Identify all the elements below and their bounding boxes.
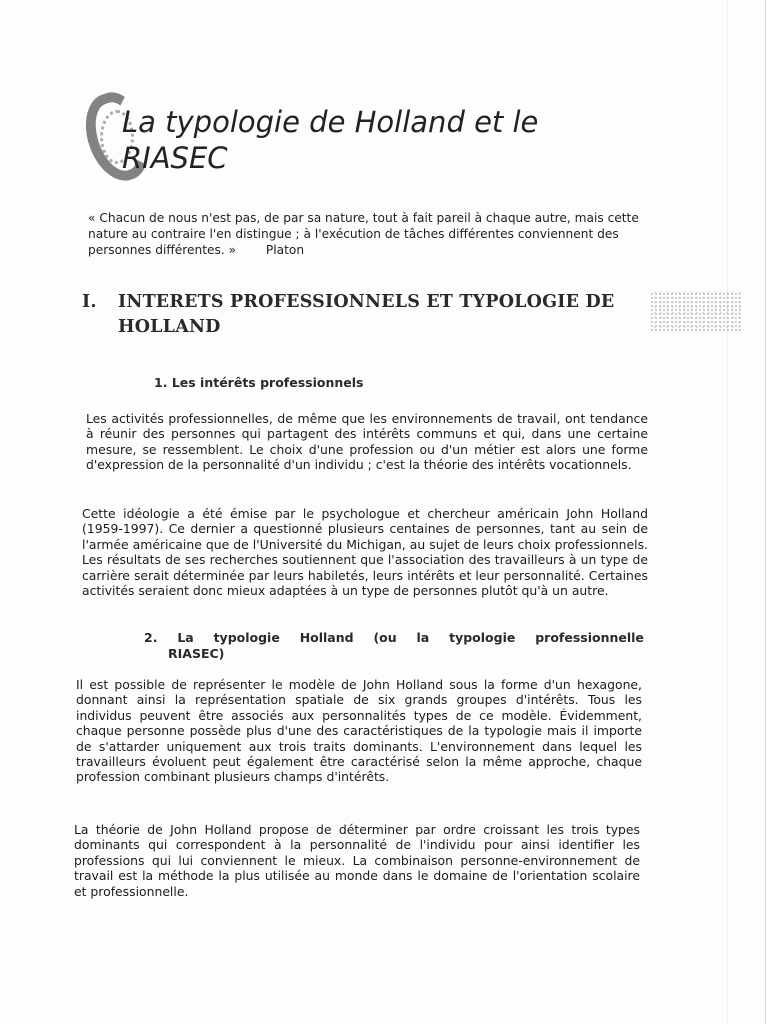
paragraph-2: Cette idéologie a été émise par le psychologue et chercheur américain John Holland (1959-1997). Ce dernier a questionné plusieurs centaines de personnes, tant au sein de l'armée américaine que de l'Université du Michigan, au sujet de leurs choix professionnels. Les résultats de ses recherches soutiennent que l'association des travailleurs à un type de carrière serait déterminée par leurs habiletés, leurs intérêts et leur personnalité. Certaines activités seraient donc mieux adaptées à un type de personnes plutôt qu'à un autre. [82,506,648,599]
title-word: (ou [373,630,397,645]
subsection-title-line1 [144,630,644,646]
section-title-line1: INTERETS PROFESSIONNELS ET TYPOLOGIE DE [118,292,615,312]
title-word: la [416,630,430,645]
subsection-number: 2. [144,630,158,645]
title-word: typologie [449,630,516,645]
subsection-heading-1 [154,375,363,391]
subsection-number: 1. [154,375,168,390]
paragraph-4: La théorie de John Holland propose de déterminer par ordre croissant les trois types dominants qui correspondent à la personnalité de l'individu pour ainsi identifier les professions qui lui conviennent le mieux. La combinaison personne-environnement de travail est la méthode la plus utilisée au monde dans le domaine de l'orientation scolaire et professionnelle. [74,822,640,899]
quote-author: Platon [265,243,305,257]
subsection-heading-2 [144,630,644,662]
paragraph-3: Il est possible de représenter le modèle de John Holland sous la forme d'un hexagone, donnant ainsi la représentation spatiale de six grands groupes d'intérêts. Tous les individus peuvent être associés aux personnalités types de ce modèle. Évidemment, chaque personne possède plus d'une des caractéristiques de la typologie mais il importe de s'attarder uniquement aux trois traits dominants. L'environnement dans lequel les travailleurs évoluent peut également être caractérisé selon la même approche, chaque profession combinant plusieurs champs d'intérêts. [76,677,642,785]
title-word: professionnelle [535,630,644,645]
scan-noise-speckle [650,292,742,332]
title-word: typologie [213,630,280,645]
subsection-title-line2: RIASEC) [168,646,225,661]
quote-text: « Chacun de nous n'est pas, de par sa nature, tout à fait pareil à chaque autre, mais cette nature au contraire l'en distingue ; à l'exécution de tâches différentes conviennent des personnes différentes. » [88,211,639,257]
section-title-line2: HOLLAND [118,317,221,337]
title-word: Holland [299,630,354,645]
section-heading [82,290,672,340]
page-title: La typologie de Holland et le RIASEC [122,105,539,175]
subsection-title: Les intérêts professionnels [171,375,364,390]
title-word: La [177,630,194,645]
page-fold-line [727,0,728,1024]
page-edge-line [765,0,766,1024]
section-number: I. [82,292,97,312]
paragraph-1: Les activités professionnelles, de même que les environnements de travail, ont tendance à réunir des personnes qui partagent des intérêts communs et qui, dans une certaine mesure, se ressemblent. Le choix d'une profession ou d'un métier est alors une forme d'expression de la personnalité d'un individu ; c'est la théorie des intérêts vocationnels. [86,411,648,473]
epigraph-quote [88,210,653,258]
